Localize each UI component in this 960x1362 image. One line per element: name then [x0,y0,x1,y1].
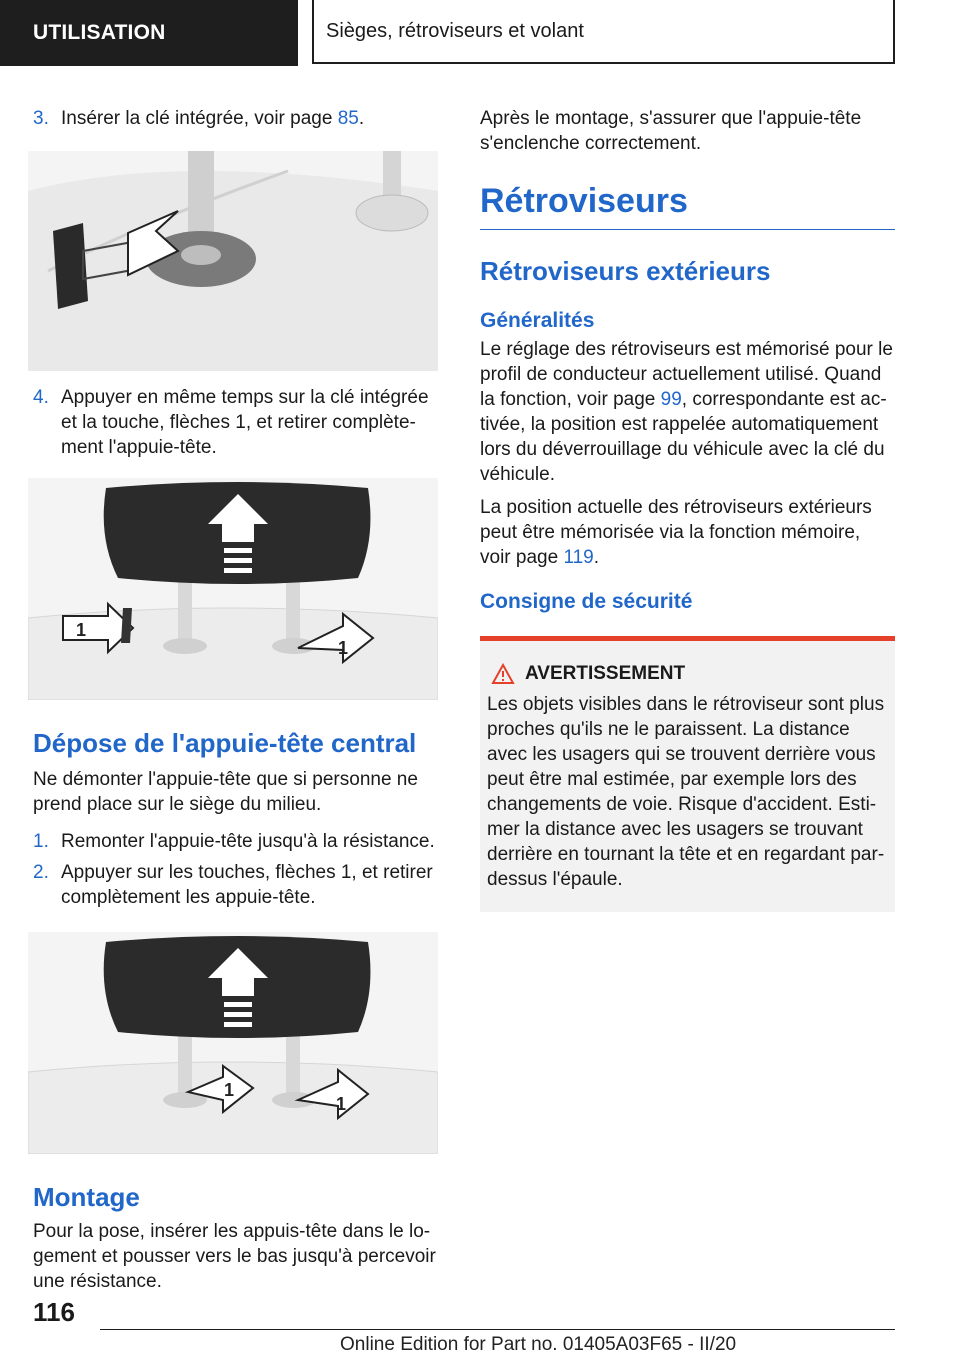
headrest-release-illustration [28,478,438,700]
sub-safety: Consigne de sécurité [480,590,693,613]
step-2 [33,860,443,910]
step-number: 4. [33,387,49,408]
montage-paragraph: Pour la pose, insérer les appuis-tête dans le logement et pousser vers le bas jusqu'à percevoir une résistance. [33,1221,436,1292]
general-paragraph-2: La position actuelle des rétroviseurs extérieurs peut être mémorisée via la fonction mémoire, voir page 119. [480,497,872,568]
page-header [0,0,960,66]
step-text: Appuyer en même temps sur la clé intégrée et la touche, flèches 1, et retirer complètement l'appuie-tête. [61,387,429,458]
step-number: 2. [33,862,49,883]
step-text: Appuyer sur les touches, flèches 1, et retirer complètement les appuie-tête. [61,862,433,908]
step-1 [33,829,443,854]
figure-headrest-central [28,932,438,1154]
section-tab: UTILISATION [0,0,298,66]
step-3: 3. Insérer la clé intégrée, voir page 85. [33,108,365,129]
central-paragraph: Ne démonter l'appuie-tête que si personne ne prend place sur le siège du milieu. [33,769,418,815]
warning-box [480,636,895,912]
figure-headrest-release [28,478,438,700]
sub-general: Généralités [480,309,595,332]
warning-triangle-icon [491,663,515,685]
step-text: Insérer la clé intégrée, voir page [61,108,338,129]
integrated-key-illustration [28,151,438,371]
left-column [33,100,443,1294]
step-4 [33,385,443,460]
chapter-title: Rétroviseurs [480,182,688,220]
figure-integrated-key [28,151,438,371]
section-exterior-mirrors: Rétroviseurs extérieurs [480,256,771,286]
step-number: 3. [33,108,49,129]
callout-label: 1 [224,1080,235,1100]
warning-text: Les objets visibles dans le rétroviseur sont plus proches qu'ils ne le paraissent. La distance avec les usagers qui se trouvent derrière vous peut être mal estimée, par exemple lors des changements de voie. Risque d'accident. Estimer la distance avec les usagers se trouvant derrière en tournant la tête et en regardant pardessus l'épaule. [487,694,885,890]
page-link-99[interactable]: 99 [660,389,682,410]
chapter-tab: Sièges, rétroviseurs et volant [312,0,895,64]
page-number: 116 [33,1297,75,1327]
headrest-central-illustration [28,932,438,1154]
edition-line: Online Edition for Part no. 01405A03F65 - II/20 [340,1334,737,1355]
general-paragraph-1: Le réglage des rétroviseurs est mémorisé pour le profil de conducteur actuellement utilisé. Quand la fonction, voir page 99, correspondante est activée, la position est rappelée automatiquement lors du déverrouillage du véhicule avec la clé du véhicule. [480,339,893,485]
after-mount-paragraph: Après le montage, s'assurer que l'appuie-tête s'enclenche correctement. [480,108,862,154]
page-link-85[interactable]: 85 [337,108,359,129]
chapter-rule [480,229,895,230]
callout-label: 1 [336,1094,347,1114]
page-link-119[interactable]: 119 [563,547,594,568]
footer-rule [100,1329,895,1330]
callout-label: 1 [338,638,349,658]
right-column [480,100,895,912]
warning-title: AVERTISSEMENT [487,661,885,686]
heading-montage: Montage [33,1182,140,1212]
heading-central-headrest: Dépose de l'appuie-tête central [33,728,417,758]
step-number: 1. [33,831,49,852]
callout-label: 1 [76,620,87,640]
step-text: Remonter l'appuie-tête jusqu'à la résistance. [61,831,435,852]
